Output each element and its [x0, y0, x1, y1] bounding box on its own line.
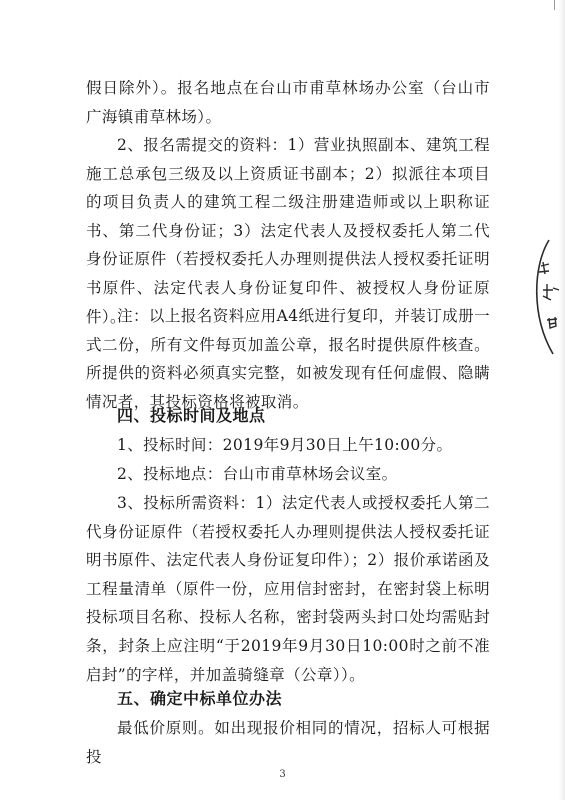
section-heading-bid-time-location: 四、投标时间及地点	[117, 406, 266, 425]
paragraph-registration-location: 假日除外）。报名地点在台山市甫草林场办公室（台山市广海镇甫草林场）。	[86, 79, 490, 126]
paragraph-lowest-price: 最低价原则。如出现报价相同的情况，招标人可根据投	[86, 719, 490, 766]
page-number: 3	[279, 769, 286, 780]
paragraph-registration-materials: 2、报名需提交的资料：1）营业执照副本、建筑工程施工总承包三级及以上资质证书副本；2）拟派往本项目的项目负责人的建筑工程二级注册建造师或以上职称证书、第二代身份证；3）法定代表人及授权委托人第二代身份证原件（若授权委托人办理则提供法人授权委托证明书原件、法定代表人身份证复印件、被授权人身份证原件）。	[86, 136, 490, 326]
paragraph-bid-time: 1、投标时间：2019年9月30日上午10:00分。	[117, 436, 453, 454]
scan-corner-mark	[554, 0, 563, 10]
paragraph-bid-materials: 3、投标所需资料：1）法定代表人或授权委托人第二代身份证原件（若授权委托人办理则提供法人授权委托证明书原件、法定代表人身份证复印件）；2）报价承诺函及工程量清单（原件一份，应用信封密封，在密封袋上标明投标项目名称、投标人名称，密封袋两头封口处均需贴封条，封条上应注明“于2019年9月30日10:00时之前不准启封”的字样，并加盖骑缝章（公章））。	[86, 494, 490, 684]
section-heading-winner-method: 五、确定中标单位办法	[117, 689, 283, 708]
paragraph-bid-location: 2、投标地点：台山市甫草林场会议室。	[117, 465, 398, 483]
scan-edge-shadow	[559, 0, 565, 800]
paragraph-note: 注：以上报名资料应用A4纸进行复印，并装订成册一式二份，所有文件每页加盖公章，报名时提供原件核查。所提供的资料必须真实完整，如被发现有任何虚假、隐瞒情况者，其投标资格将被取消。	[86, 307, 490, 411]
